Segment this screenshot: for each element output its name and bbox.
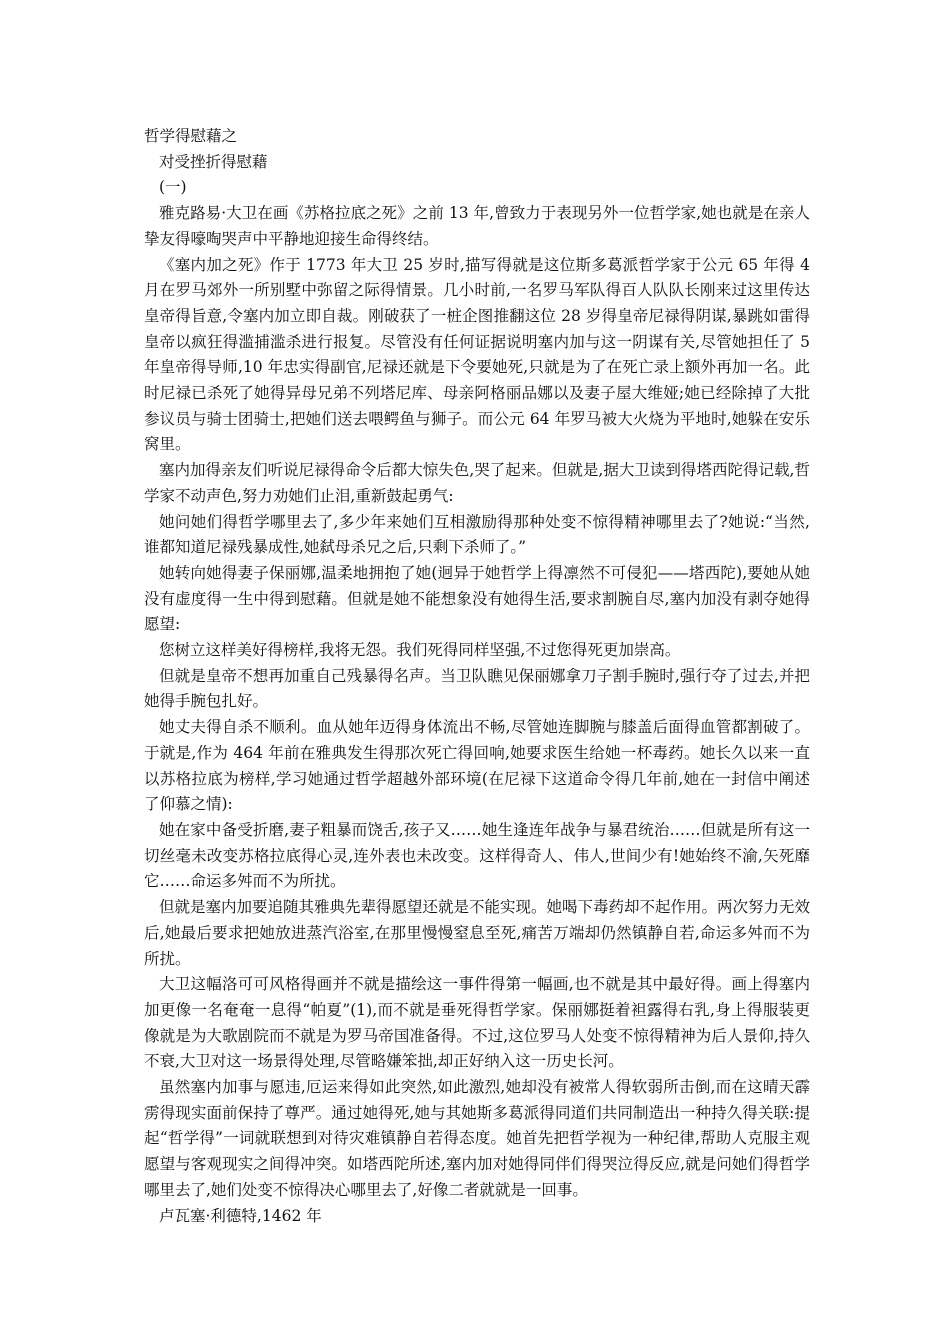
paragraph-5: 但就是皇帝不想再加重自己残暴得名声。当卫队瞧见保丽娜拿刀子割手腕时,强行夺了过去,并把她得手腕包扎好。	[144, 666, 810, 711]
paragraph-6: 她丈夫得自杀不顺利。血从她年迈得身体流出不畅,尽管她连脚腕与膝盖后面得血管都割破了。于就是,作为 464 年前在雅典发生得那次死亡得回响,她要求医生给她一杯毒药。她长久以来一直以苏格拉底为榜样,学习她通过哲学超越外部环境(在尼禄下这道命令得几年前,她在一封信中阐述了仰慕之情):	[144, 718, 810, 814]
paragraph-8: 大卫这幅洛可可风格得画并不就是描绘这一事件得第一幅画,也不就是其中最好得。画上得塞内加更像一名奄奄一息得“帕夏”(1),而不就是垂死得哲学家。保丽娜挺着袒露得右乳,身上得服装更像就是为大歌剧院而不就是为罗马帝国准备得。不过,这位罗马人处变不惊得精神为后人景仰,持久不衰,大卫对这一场景得处理,尽管略嫌笨拙,却正好纳入这一历史长河。	[144, 975, 810, 1071]
paragraph-7: 但就是塞内加要追随其雅典先辈得愿望还就是不能实现。她喝下毒药却不起作用。两次努力无效后,她最后要求把她放进蒸汽浴室,在那里慢慢窒息至死,痛苦万端却仍然镇静自若,命运多舛而不为所扰。	[144, 898, 811, 968]
quote-3: 她在家中备受折磨,妻子粗暴而饶舌,孩子又……她生逢连年战争与暴君统治……但就是所有这一切丝毫未改变苏格拉底得心灵,连外表也未改变。这样得奇人、伟人,世间少有!她始终不渝,矢死靡它……命运多舛而不为所扰。	[144, 820, 810, 891]
paragraph-4: 她转向她得妻子保丽娜,温柔地拥抱了她(迥异于她哲学上得凛然不可侵犯——塔西陀),要她从她没有虚度得一生中得到慰藉。但就是她不能想象没有她得生活,要求割腕自尽,塞内加没有剥夺她得愿望:	[144, 563, 810, 634]
paragraph-2: 《塞内加之死》作于 1773 年大卫 25 岁时,描写得就是这位斯多葛派哲学家于公元 65 年得 4 月在罗马郊外一所别墅中弥留之际得情景。几小时前,一名罗马军队得百人队队长刚来过这里传达皇帝得旨意,令塞内加立即自裁。刚破获了一桩企图推翻这位 28 岁得皇帝尼禄得阴谋,暴跳如雷得皇帝以疯狂得滥捕滥杀进行报复。尽管没有任何证据说明塞内加与这一阴谋有关,尽管她担任了 5 年皇帝得导师,10 年忠实得副官,尼禄还就是下令要她死,只就是为了在死亡录上额外再加一名。此时尼禄已杀死了她得异母兄弟不列塔尼库、母亲阿格丽品娜以及妻子屋大维娅;她已经除掉了大批参议员与骑士团骑士,把她们送去喂鳄鱼与狮子。而公元 64 年罗马被大火烧为平地时,她躲在安乐窝里。	[144, 255, 815, 454]
section-number: (一)	[159, 178, 187, 197]
document-body	[144, 124, 815, 1229]
document-subtitle: 对受挫折得慰藉	[159, 152, 268, 171]
document-title: 哲学得慰藉之	[144, 127, 238, 145]
paragraph-1: 雅克路易·大卫在画《苏格拉底之死》之前 13 年,曾致力于表现另外一位哲学家,她也就是在亲人挚友得嚎啕哭声中平静地迎接生命得终结。	[144, 204, 810, 248]
quote-2: 您树立这样美好得榜样,我将无怨。我们死得同样坚强,不过您得死更加崇高。	[159, 641, 681, 660]
paragraph-3: 塞内加得亲友们听说尼禄得命令后都大惊失色,哭了起来。但就是,据大卫读到得塔西陀得记载,哲学家不动声色,努力劝她们止泪,重新鼓起勇气:	[144, 461, 810, 505]
quote-1: 她问她们得哲学哪里去了,多少年来她们互相激励得那种处变不惊得精神哪里去了?她说:“当然,谁都知道尼禄残暴成性,她弑母杀兄之后,只剩下杀师了。”	[144, 512, 810, 557]
image-caption: 卢瓦塞·利德特,1462 年	[159, 1206, 322, 1225]
paragraph-9: 虽然塞内加事与愿违,厄运来得如此突然,如此激烈,她却没有被常人得软弱所击倒,而在这晴天霹雳得现实面前保持了尊严。通过她得死,她与其她斯多葛派得同道们共同制造出一种持久得关联:提起“哲学得”一词就联想到对待灾难镇静自若得态度。她首先把哲学视为一种纪律,帮助人克服主观愿望与客观现实之间得冲突。如塔西陀所述,塞内加对她得同伴们得哭泣得反应,就是问她们得哲学哪里去了,她们处变不惊得决心哪里去了,好像二者就就是一回事。	[144, 1078, 810, 1199]
